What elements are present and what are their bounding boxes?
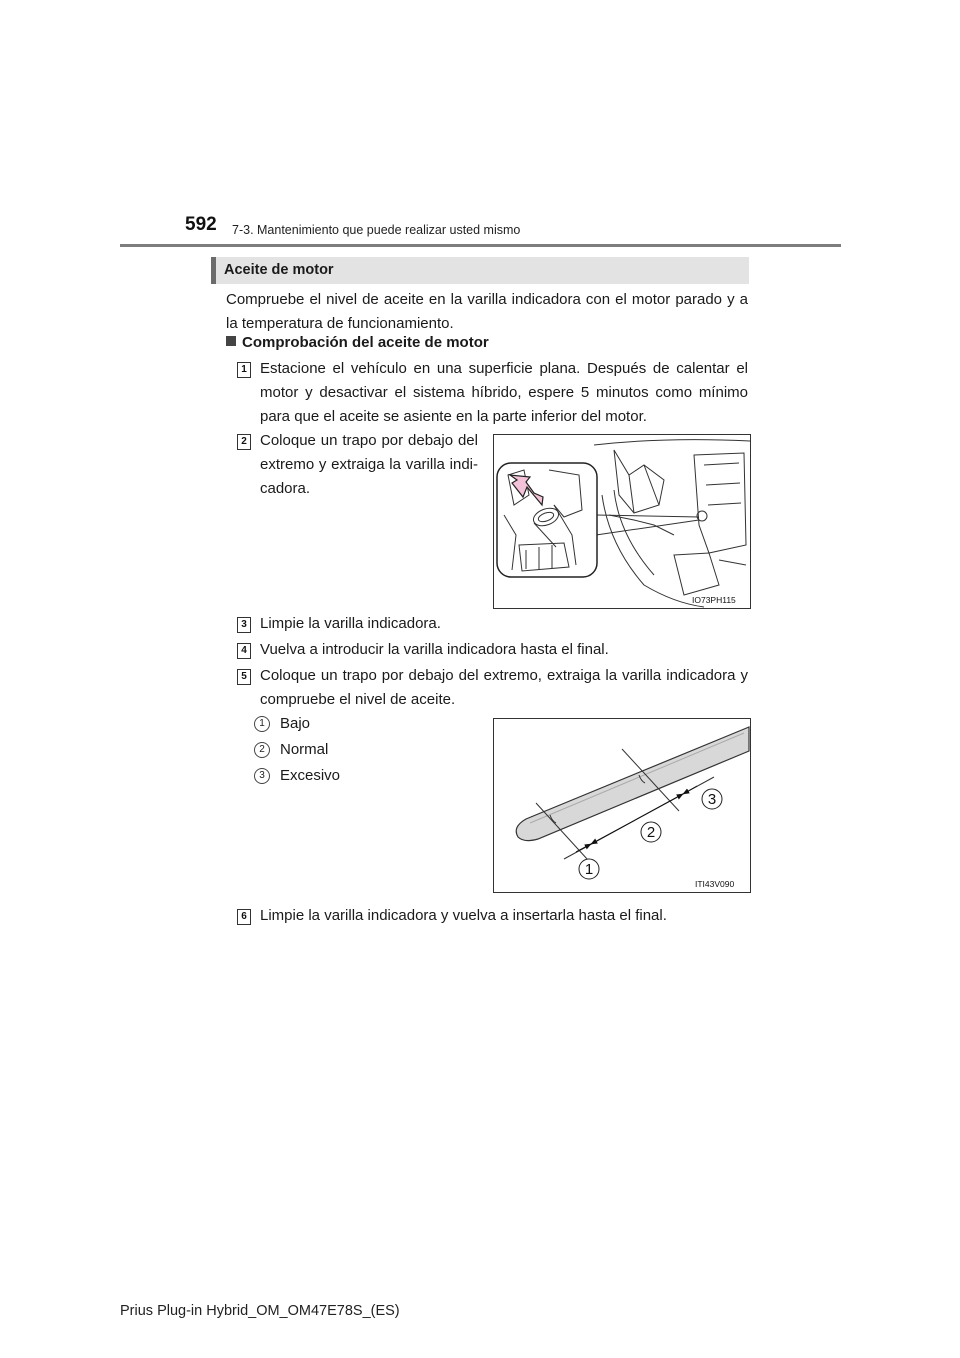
step-2-text: Coloque un trapo por debajo del extremo y extraiga la varilla indi-cadora. <box>260 432 478 497</box>
header-divider <box>120 244 841 247</box>
level-label-normal: Normal <box>280 741 329 758</box>
section-title: Aceite de motor <box>224 262 334 278</box>
step-number-2: 2 <box>237 434 251 450</box>
footer-doc-id: Prius Plug-in Hybrid_OM_OM47E78S_(ES) <box>120 1303 400 1319</box>
chapter-title: 7-3. Mantenimiento que puede realizar usted mismo <box>232 223 521 237</box>
dipstick-illustration <box>494 719 750 892</box>
section-accent <box>211 257 216 284</box>
step-number-1: 1 <box>237 362 251 378</box>
subheading-text: Comprobación del aceite de motor <box>242 334 489 351</box>
callout-1: 1 <box>584 861 594 878</box>
engine-dipstick-figure <box>493 434 751 609</box>
step-5-text: Coloque un trapo por debajo del extremo, extraiga la varilla indicadora y compruebe el nivel de aceite. <box>260 667 748 708</box>
step-number-6: 6 <box>237 909 251 925</box>
level-number-3: 3 <box>254 768 270 784</box>
square-bullet-icon <box>226 336 236 346</box>
intro-paragraph: Compruebe el nivel de aceite en la varilla indicadora con el motor parado y a la temperatura de funcionamiento. <box>226 291 748 332</box>
step-1-text: Estacione el vehículo en una superficie plana. Después de calentar el motor y desactivar el sistema híbrido, espere 5 minutos como mínimo para que el aceite se asiente en la parte inferior del motor. <box>260 360 748 425</box>
level-number-2: 2 <box>254 742 270 758</box>
subheading <box>226 334 489 351</box>
figure-code: ITI43V090 <box>695 879 735 889</box>
step-4-text: Vuelva a introducir la varilla indicadora hasta el final. <box>260 641 609 658</box>
section-heading-bar <box>211 257 749 284</box>
step-3-text: Limpie la varilla indicadora. <box>260 615 441 632</box>
step-number-5: 5 <box>237 669 251 685</box>
page-number: 592 <box>185 214 217 235</box>
dipstick-level-figure <box>493 718 751 893</box>
engine-illustration <box>494 435 750 608</box>
step-6-text: Limpie la varilla indicadora y vuelva a insertarla hasta el final. <box>260 907 667 924</box>
callout-3: 3 <box>707 791 717 808</box>
level-number-1: 1 <box>254 716 270 732</box>
step-number-3: 3 <box>237 617 251 633</box>
dipstick-blade <box>516 727 749 841</box>
level-label-excessive: Excesivo <box>280 767 341 784</box>
step-number-4: 4 <box>237 643 251 659</box>
callout-2: 2 <box>646 824 656 841</box>
level-label-low: Bajo <box>280 715 311 732</box>
figure-code: IO73PH115 <box>692 595 736 605</box>
